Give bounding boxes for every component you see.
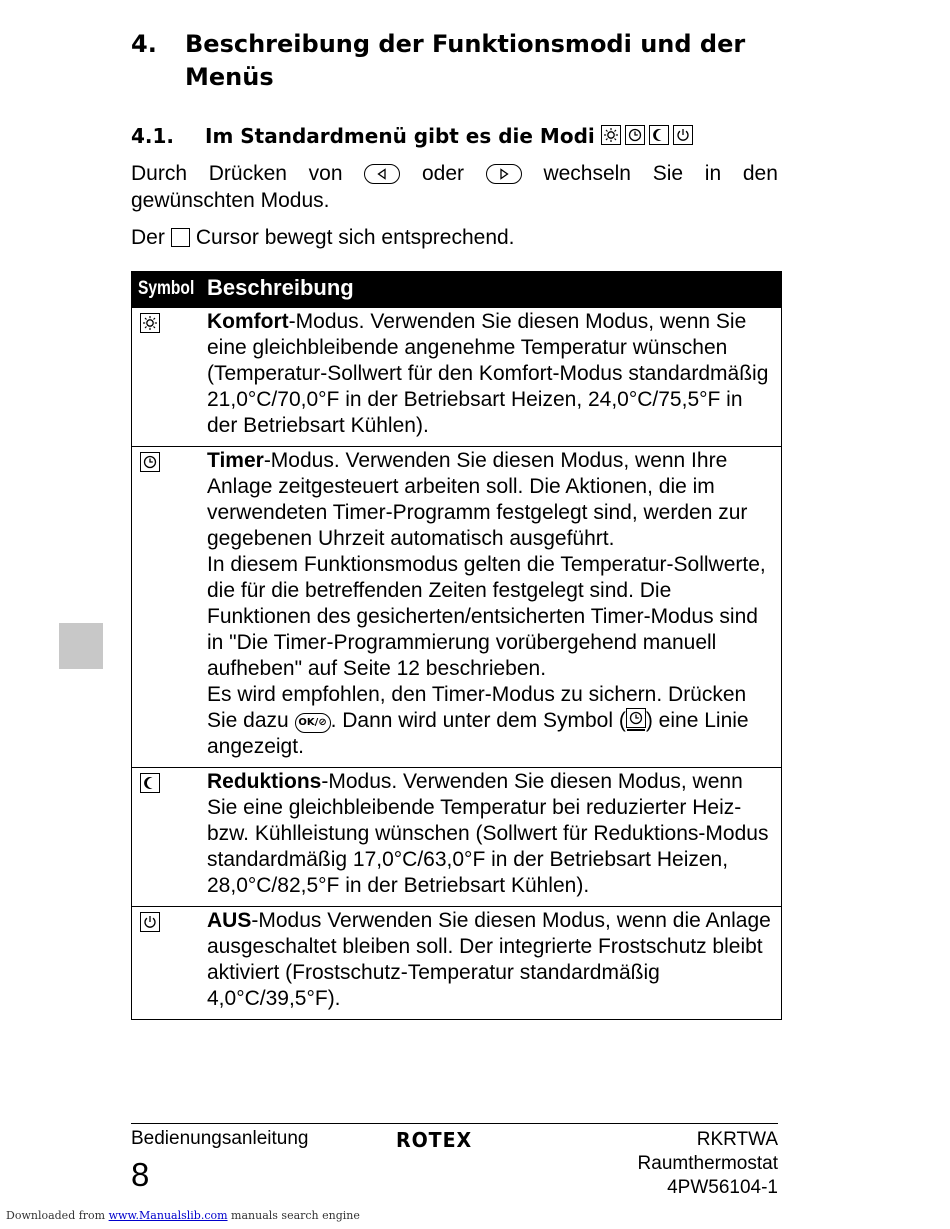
mode-text: . Dann wird unter dem Symbol ( (330, 709, 626, 732)
timer-icon (625, 125, 645, 145)
intro-text: Cursor bewegt sich entsprechend. (195, 226, 515, 249)
chapter-thumb-tab (59, 623, 103, 669)
power-icon (140, 912, 160, 932)
sun-icon (140, 313, 160, 333)
header-description: Beschreibung (207, 275, 354, 300)
download-note (6, 1209, 360, 1222)
modes-table (131, 271, 782, 1020)
intro-word: Der (131, 226, 165, 249)
intro-line-2: gewünschten Modus. (131, 189, 330, 212)
intro-line-1 (131, 160, 778, 187)
ok-button-icon: OK/⊘ (295, 713, 331, 733)
moon-icon (649, 125, 669, 145)
mode-text: In diesem Funktionsmodus gelten die Temperatur-Sollwerte, die für die betreffenden Zeiten festgelegt sind. Die Funktionen des gesicherten/entsicherten Timer-Modus sind in "Die Timer-Programmierung vorübergehend manuell aufheben" auf Seite 12 beschrieben. (207, 553, 766, 680)
sun-icon (601, 125, 621, 145)
mode-text: -Modus. Verwenden Sie diesen Modus, wenn Sie eine gleichbleibende angenehme Temperatur wünschen (Temperatur-Sollwert für den Komfort-Modus standardmäßig 21,0°C/70,0°F in der Betriebsart Heizen, 24,0°C/75,5°F in der Betriebsart Kühlen). (207, 310, 769, 437)
mode-text: Es wird empfohlen, den Timer-Modus zu sichern. Drücken Sie dazu (207, 683, 747, 732)
timer-underlined-icon (626, 708, 646, 730)
mode-name: Komfort (207, 310, 289, 333)
header-symbol: Symbol (138, 278, 195, 299)
subsection-title: Im Standardmenü gibt es die Modi (205, 124, 595, 148)
page-number: 8 (131, 1156, 150, 1193)
table-header (132, 272, 781, 307)
mode-icons (601, 125, 693, 145)
right-arrow-button-icon (486, 164, 522, 184)
timer-icon (140, 452, 160, 472)
intro-word: von (308, 162, 343, 185)
intro-line-3 (131, 224, 778, 251)
table-row-timer (132, 446, 781, 767)
mode-text: -Modus. Verwenden Sie diesen Modus, wenn Ihre Anlage zeitgesteuert arbeiten soll. Die Aktionen, die im verwendeten Timer-Programm festgelegt sind, werden zur gegebenen Uhrzeit automatisch ausgeführt. (207, 449, 748, 550)
intro-word: den (742, 162, 778, 185)
rotex-logo: ROTEX (396, 1128, 473, 1152)
intro-word: Drücken (208, 162, 287, 185)
footer-product: Raumthermostat (637, 1153, 778, 1174)
row-description (207, 308, 781, 446)
footer-divider (131, 1123, 778, 1124)
manualslib-link[interactable]: www.Manualslib.com (108, 1209, 228, 1222)
footer-model: RKRTWA (696, 1129, 778, 1150)
footer-product-info (638, 1128, 778, 1200)
mode-name: Timer (207, 449, 264, 472)
footer-doc-type: Bedienungsanleitung (131, 1128, 309, 1149)
section-number: 4. (131, 30, 157, 58)
subsection-number: 4.1. (131, 124, 175, 148)
mode-name: AUS (207, 909, 252, 932)
intro-word: wechseln (543, 162, 631, 185)
section-title: Beschreibung der Funktionsmodi und der Menüs (185, 30, 746, 91)
table-row-komfort (132, 307, 781, 446)
download-suffix: manuals search engine (227, 1209, 360, 1222)
row-description (207, 768, 781, 906)
table-row-reduktion (132, 767, 781, 906)
intro-word: in (704, 162, 722, 185)
mode-name: Reduktions (207, 770, 322, 793)
table-row-aus (132, 906, 781, 1019)
mode-text: -Modus Verwenden Sie diesen Modus, wenn die Anlage ausgeschaltet bleiben soll. Der integrierte Frostschutz bleibt aktiviert (Frostschutz-Temperatur standardmäßig 4,0°C/39,5°F). (207, 909, 771, 1010)
moon-icon (140, 773, 160, 793)
left-arrow-button-icon (364, 164, 400, 184)
intro-word: oder (421, 162, 464, 185)
power-icon (673, 125, 693, 145)
mode-text: ) eine Linie angezeigt. (207, 709, 749, 758)
intro-word: Sie (652, 162, 684, 185)
footer-doc-number: 4PW56104-1 (667, 1177, 778, 1198)
intro-word: Durch (131, 162, 188, 185)
download-prefix: Downloaded from (6, 1209, 109, 1222)
row-description (207, 907, 781, 1019)
mode-text: -Modus. Verwenden Sie diesen Modus, wenn Sie eine gleichbleibende Temperatur bei reduzierter Heiz- bzw. Kühlleistung wünschen (Sollwert für Reduktions-Modus standardmäßig 17,0°C/63,0°F in der Betriebsart Heizen, 28,0°C/82,5°F in der Betriebsart Kühlen). (207, 770, 769, 897)
row-description (207, 447, 781, 767)
cursor-box-icon (171, 228, 190, 247)
